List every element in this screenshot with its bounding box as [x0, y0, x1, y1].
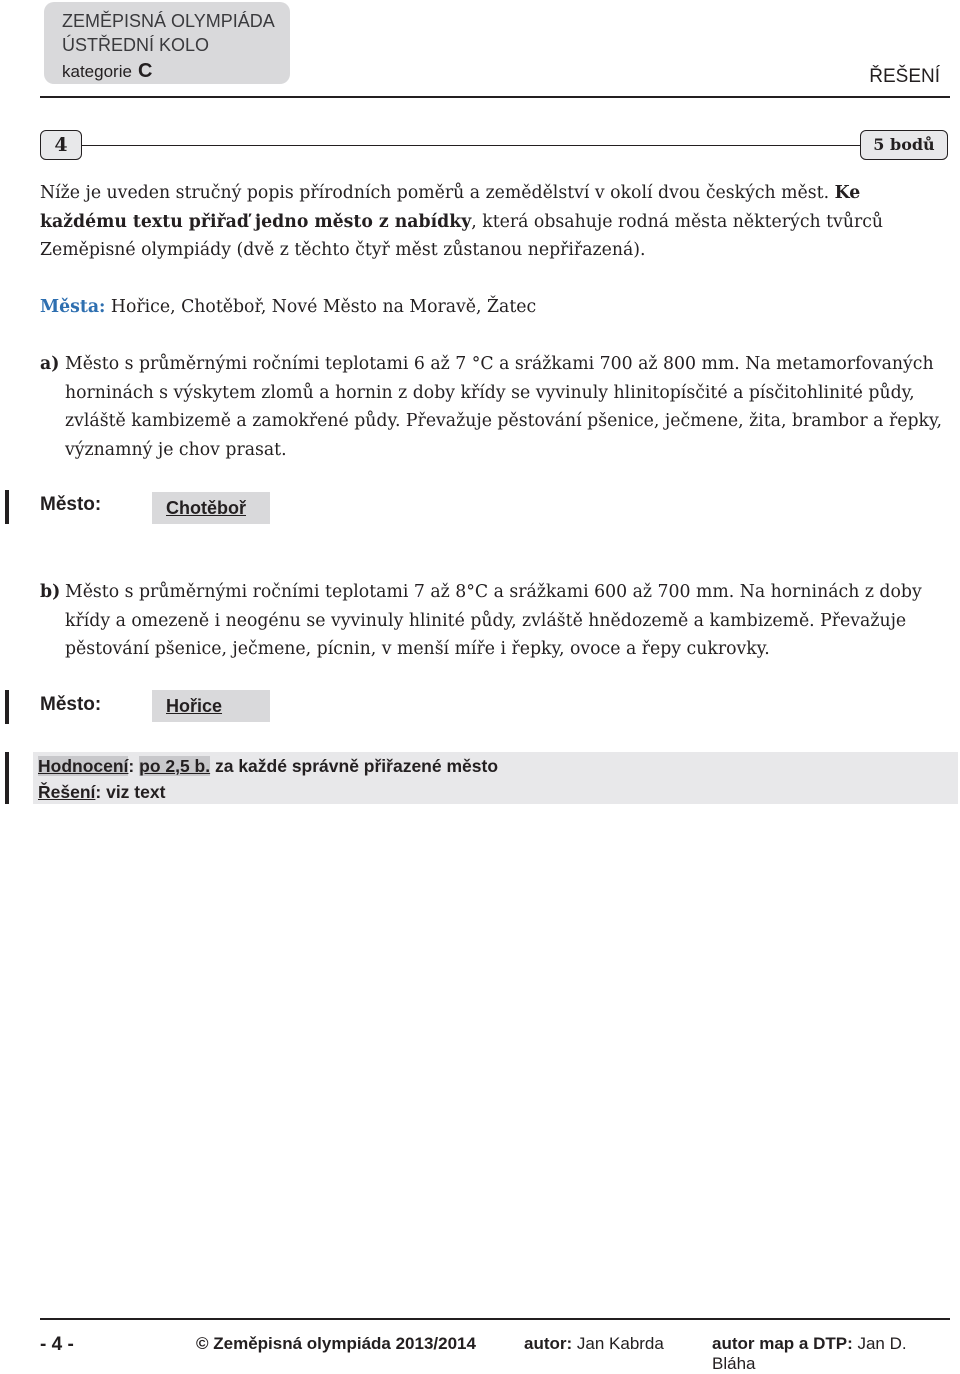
solution-line-label: Řešení	[38, 782, 96, 802]
question-a-text: Město s průměrnými ročními teplotami 6 až 7 °C a srážkami 700 až 800 mm. Na metamorfovaných horninách s výskytem zlomů a hornin z doby křídy se vyvinuly hlinitopísčité a písčitohlinité půdy, zvláště kambizemě a zamokřené půdy. Převažuje pěstování pšenice, ječmene, žita, brambor a řepky, významný je chov prasat.	[65, 354, 942, 460]
evaluation-colon: :	[128, 756, 140, 776]
question-b-label: b)	[40, 582, 61, 602]
category-word: kategorie	[62, 62, 132, 81]
task-points: 5 bodů	[860, 130, 948, 160]
margin-bar	[5, 490, 9, 524]
task-divider	[82, 145, 860, 146]
question-b-text: Město s průměrnými ročními teplotami 7 až 8°C a srážkami 600 až 700 mm. Na horninách z doby křídy a omezeně i neogénu se vyvinuly hlinité půdy, zvláště hnědozemě a kambizemě. Převažuje pěstování pšenice, ječmene, pícnin, v menší míře i řepky, ovoce a řepy cukrovky.	[65, 582, 922, 659]
answer-b-label: Město:	[40, 694, 102, 715]
author-label: autor:	[524, 1334, 573, 1353]
task-instructions	[40, 179, 952, 265]
solution-line-rest: : viz text	[95, 782, 166, 802]
map-author-label: autor map a DTP:	[712, 1334, 853, 1353]
answer-a-label: Město:	[40, 494, 102, 515]
answer-b-value: Hořice	[166, 696, 223, 716]
category-line	[62, 60, 152, 83]
task-number: 4	[40, 130, 82, 160]
cities-list: Hořice, Chotěboř, Nové Město na Moravě, Žatec	[105, 297, 537, 317]
page-number: - 4 -	[40, 1334, 74, 1355]
answer-a-box	[152, 492, 270, 524]
footer	[40, 1334, 952, 1373]
cities-label: Města:	[40, 297, 106, 317]
intro-text: Níže je uveden stručný popis přírodních poměrů a zemědělství v okolí dvou českých měst.	[40, 183, 835, 203]
competition-title: ZEMĚPISNÁ OLYMPIÁDA	[62, 11, 275, 31]
answer-b-box	[152, 690, 270, 722]
solution-line	[38, 782, 165, 803]
solution-label: ŘEŠENÍ	[869, 66, 940, 87]
copyright: © Zeměpisná olympiáda 2013/2014	[196, 1334, 476, 1353]
header-box	[44, 2, 290, 84]
question-a	[40, 350, 952, 464]
margin-bar	[5, 690, 9, 724]
answer-a-value: Chotěboř	[166, 498, 246, 518]
round-title: ÚSTŘEDNÍ KOLO	[62, 35, 210, 55]
author	[524, 1334, 664, 1354]
evaluation-line	[38, 756, 498, 777]
margin-bar	[5, 752, 9, 804]
header-divider	[40, 96, 950, 98]
evaluation-value: po 2,5 b.	[139, 756, 211, 776]
author-name: Jan Kabrda	[572, 1334, 664, 1353]
evaluation-rest: za každé správně přiřazené město	[210, 756, 499, 776]
evaluation-box	[33, 752, 958, 804]
footer-divider	[40, 1318, 950, 1320]
map-author	[712, 1334, 952, 1374]
evaluation-label: Hodnocení	[38, 756, 129, 776]
intro-bold: Ke každému textu přiřaď jedno město z nabídky	[40, 183, 861, 232]
city-options	[40, 293, 952, 322]
category-letter: C	[137, 60, 153, 82]
intro-text-end: , která obsahuje rodná města některých tvůrců Zeměpisné olympiády (dvě z těchto čtyř měst zůstanou nepřiřazená).	[40, 211, 884, 260]
question-b	[40, 578, 952, 664]
map-author-name: Jan D. Bláha	[712, 1334, 907, 1373]
question-a-label: a)	[40, 354, 60, 374]
